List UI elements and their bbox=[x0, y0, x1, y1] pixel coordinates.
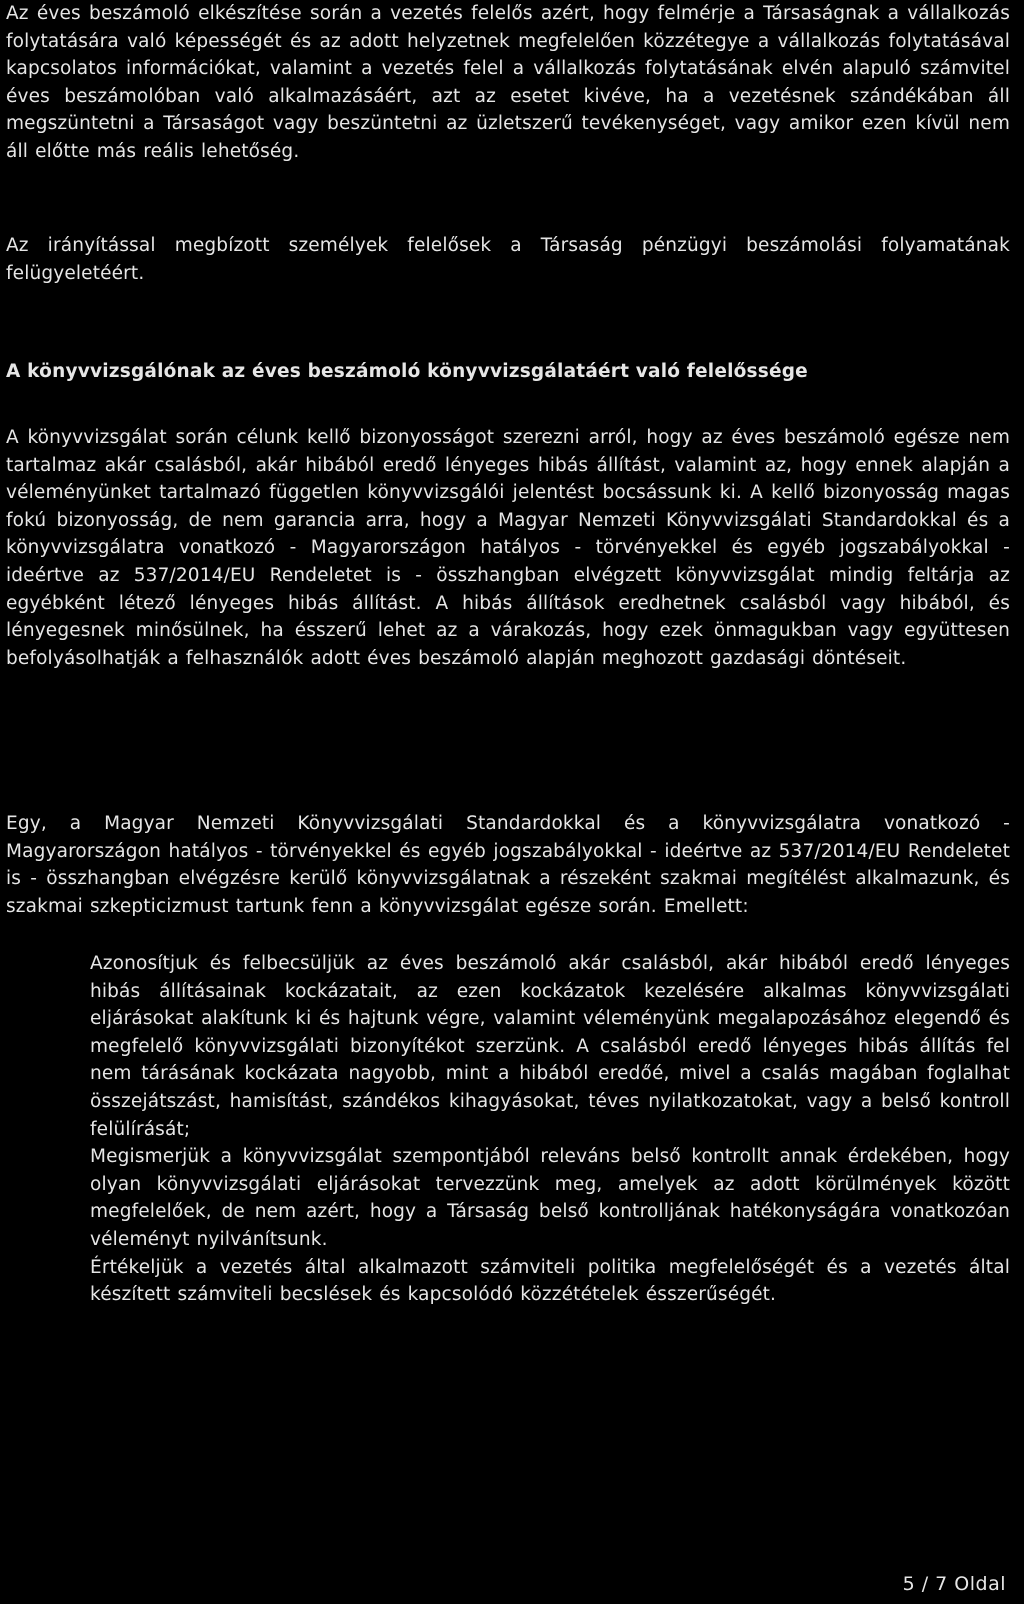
list-item: Értékeljük a vezetés által alkalmazott számviteli politika megfelelőségét és a vezetés által készített számviteli becslések és kapcsolódó közzétételek ésszerűségét. bbox=[90, 1256, 1010, 1306]
list-item: Megismerjük a könyvvizsgálat szempontjából releváns belső kontrollt annak érdekében, hogy olyan könyvvizsgálati eljárásokat tervezzünk meg, amelyek az adott körülmények között megfelelőek, de nem azért, hogy a Társaság belső kontrolljának hatékonyságára vonatkozóan véleményt nyilvánítsunk. bbox=[90, 1146, 1010, 1250]
section-heading: A könyvvizsgálónak az éves beszámoló könyvvizsgálatáért való felelőssége bbox=[6, 361, 808, 382]
paragraph-management-going-concern: Az éves beszámoló elkészítése során a vezetés felelős azért, hogy felmérje a Társaságnak a vállalkozás folytatására való képességét és az adott helyzetnek megfelelően közzétegye a vállalkozás folytatásával kapcsolatos információkat, valamint a vezetés felel a vállalkozás folytatásának elvén alapuló számvitel éves beszámolóban való alkalmazásáért, azt az esetet kivéve, ha a vezetésnek szándékában áll megszüntetni a Társaságot vagy beszüntetni az üzletszerű tevékenységet, vagy amikor ezen kívül nem áll előtte más reális lehetőség. bbox=[6, 3, 1010, 162]
paragraph-audit-objective: A könyvvizsgálat során célunk kellő bizonyosságot szerezni arról, hogy az éves beszámoló egésze nem tartalmaz akár csalásból, akár hibából eredő lényeges hibás állítást, valamint az, hogy ennek alapján a véleményünket tartalmazó független könyvvizsgálói jelentést bocsássunk ki. A kellő bizonyosság magas fokú bizonyosság, de nem garancia arra, hogy a Magyar Nemzeti Könyvvizsgálati Standardokkal és a könyvvizsgálatra vonatkozó - Magyarországon hatályos - törvényekkel és egyéb jogszabályokkal - ideértve az 537/2014/EU Rendeletet is - összhangban elvégzett könyvvizsgálat mindig feltárja az egyébként létező lényeges hibás állítást. A hibás állítások eredhetnek csalásból vagy hibából, és lényegesnek minősülnek, ha ésszerű lehet az a várakozás, hogy ezek önmagukban vagy együttesen befolyásolhatják a felhasználók adott éves beszámoló alapján meghozott gazdasági döntéseit. bbox=[6, 427, 1010, 669]
paragraph-professional-judgement: Egy, a Magyar Nemzeti Könyvvizsgálati Standardokkal és a könyvvizsgálatra vonatkozó - Magyarországon hatályos - törvényekkel és egyéb jogszabályokkal - ideértve az 537/2014/EU Rendeletet is - összhangban elvégzésre kerülő könyvvizsgálatnak a részeként szakmai megítélést alkalmazunk, és szakmai szkepticizmust tartunk fenn a könyvvizsgálat egésze során. Emellett: bbox=[6, 813, 1010, 917]
responsibilities-list bbox=[90, 950, 1010, 1309]
document-page bbox=[6, 0, 1012, 1604]
list-item: Azonosítjuk és felbecsüljük az éves beszámoló akár csalásból, akár hibából eredő lényeges hibás állításainak kockázatait, az ezen kockázatok kezelésére alkalmas könyvvizsgálati eljárásokat alakítunk ki és hajtunk végre, valamint véleményünk megalapozásához elegendő és megfelelő könyvvizsgálati bizonyítékot szerzünk. A csalásból eredő lényeges hibás állítás fel nem tárásának kockázata nagyobb, mint a hibából eredőé, mivel a csalás magában foglalhat összejátszást, hamisítást, szándékos kihagyásokat, téves nyilatkozatokat, vagy a belső kontroll felülírását; bbox=[90, 953, 1010, 1140]
page-number: 5 / 7 Oldal bbox=[902, 1573, 1006, 1595]
paragraph-governance-oversight: Az irányítással megbízott személyek felelősek a Társaság pénzügyi beszámolási folyamatának felügyeletéért. bbox=[6, 235, 1010, 284]
